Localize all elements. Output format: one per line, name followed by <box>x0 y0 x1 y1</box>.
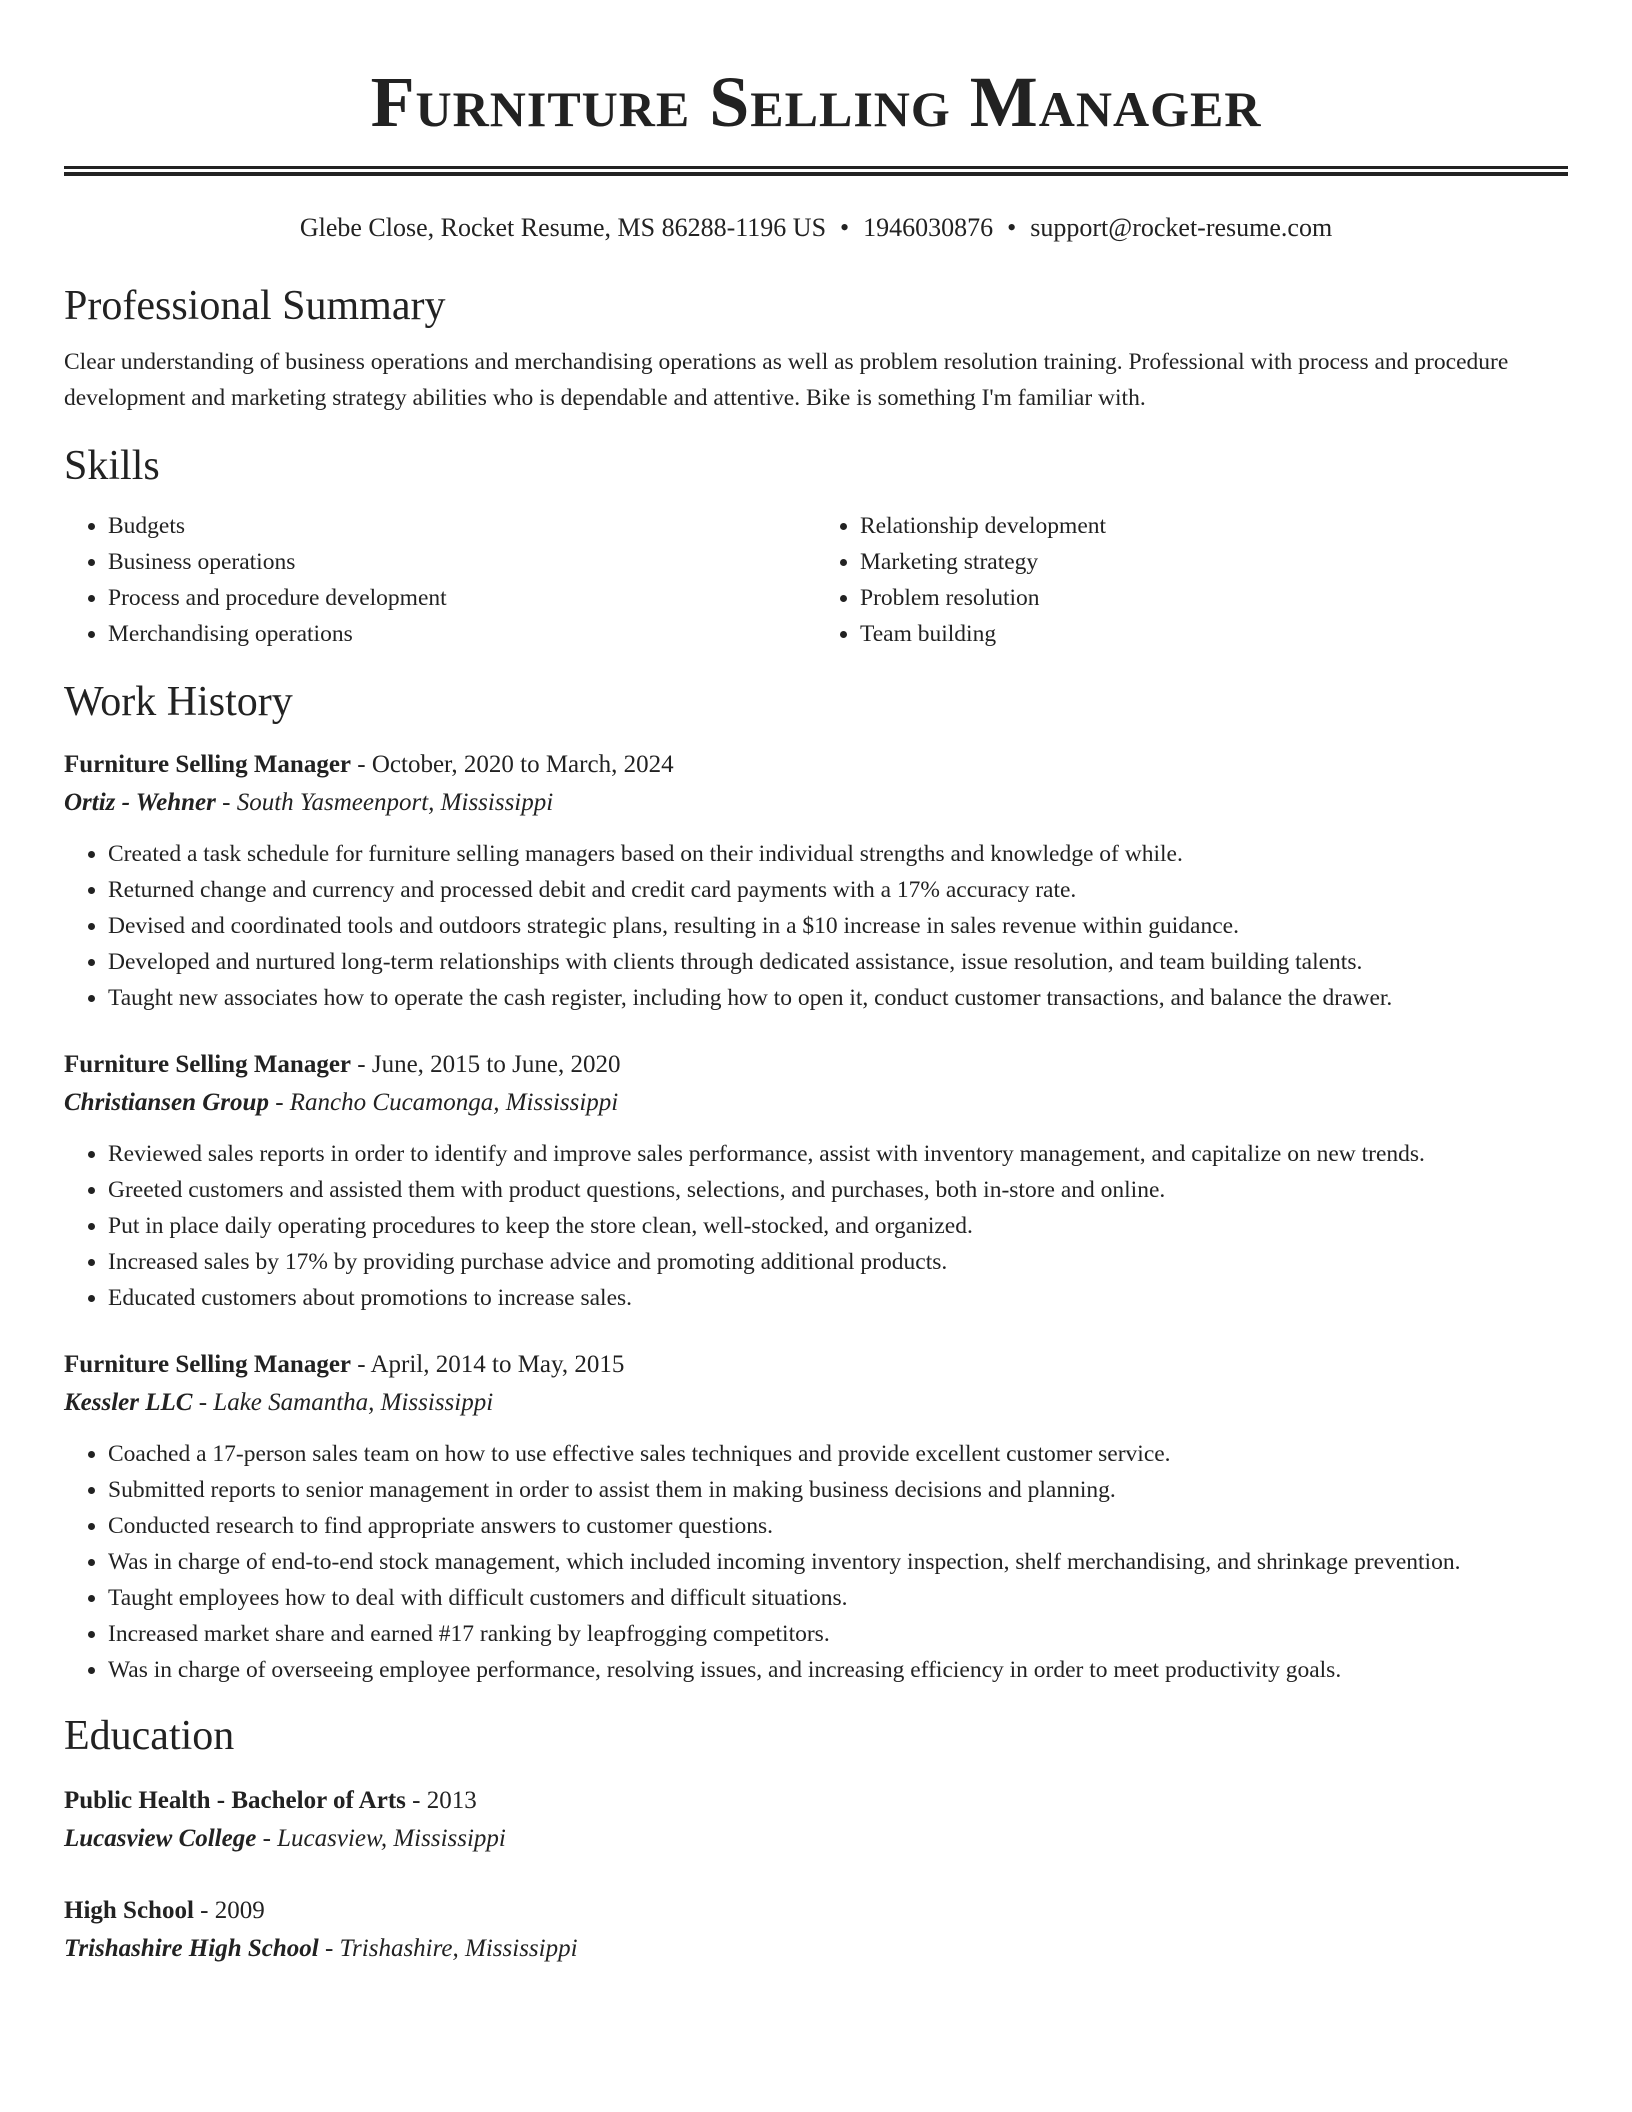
job-dates: - October, 2020 to March, 2024 <box>351 751 674 778</box>
job-role: Furniture Selling Manager <box>64 1051 352 1078</box>
contact-email: support@rocket-resume.com <box>1030 213 1333 242</box>
job-duties <box>64 836 1568 1016</box>
job-company-line <box>64 784 1568 822</box>
job-location: - South Yasmeenport, Mississippi <box>215 789 554 816</box>
contact-separator: • <box>840 213 850 242</box>
education-location: - Lucasview, Mississippi <box>256 1825 506 1852</box>
job-dates: - June, 2015 to June, 2020 <box>351 1051 621 1078</box>
resume-name: Furniture Selling Manager <box>370 62 1262 142</box>
contact-separator: • <box>1007 213 1017 242</box>
skills-list-left <box>64 508 816 652</box>
job-entry <box>64 1346 1568 1688</box>
education-section <box>64 1712 1568 1968</box>
job-company: Christiansen Group <box>64 1089 269 1116</box>
duty-item: • Put in place daily operating procedures to keep the store clean, well-stocked, and organized. <box>108 1208 1568 1244</box>
skill-item: • Merchandising operations <box>108 616 816 652</box>
education-entry <box>64 1782 1568 1858</box>
duty-item: • Submitted reports to senior management in order to assist them in making business decisions and planning. <box>108 1472 1568 1508</box>
duty-item: • Greeted customers and assisted them with product questions, selections, and purchases, both in-store and online. <box>108 1172 1568 1208</box>
education-degree-line <box>64 1892 1568 1930</box>
skill-item: • Problem resolution <box>860 580 1568 616</box>
duty-item: • Returned change and currency and processed debit and credit card payments with a 17% accuracy rate. <box>108 872 1568 908</box>
education-degree-line <box>64 1782 1568 1820</box>
job-title-line <box>64 1346 1568 1384</box>
education-year: - 2009 <box>193 1897 265 1924</box>
education-entry <box>64 1892 1568 1968</box>
job-company: Ortiz - Wehner <box>64 789 216 816</box>
job-company-line <box>64 1084 1568 1122</box>
education-school: Lucasview College <box>64 1825 257 1852</box>
job-location: - Lake Samantha, Mississippi <box>192 1389 494 1416</box>
duty-item: • Taught employees how to deal with difficult customers and difficult situations. <box>108 1580 1568 1616</box>
skills-heading: Skills <box>64 443 160 489</box>
education-degree: High School <box>64 1897 194 1924</box>
job-title-line <box>64 746 1568 784</box>
job-duties <box>64 1136 1568 1316</box>
summary-heading: Professional Summary <box>64 283 446 329</box>
duty-item: • Reviewed sales reports in order to identify and improve sales performance, assist with inventory management, and capitalize on new trends. <box>108 1136 1568 1172</box>
skill-item: • Budgets <box>108 508 816 544</box>
skill-item: • Marketing strategy <box>860 544 1568 580</box>
job-dates: - April, 2014 to May, 2015 <box>351 1351 625 1378</box>
skill-item: • Relationship development <box>860 508 1568 544</box>
work-history-heading: Work History <box>64 679 293 725</box>
duty-item: • Was in charge of overseeing employee performance, resolving issues, and increasing efficiency in order to meet productivity goals. <box>108 1652 1568 1688</box>
job-location: - Rancho Cucamonga, Mississippi <box>268 1089 619 1116</box>
header-double-rule <box>64 166 1568 176</box>
skills-section <box>64 442 1568 652</box>
job-entry <box>64 1046 1568 1316</box>
work-history-section <box>64 678 1568 1688</box>
skill-item: • Team building <box>860 616 1568 652</box>
duty-item: • Devised and coordinated tools and outdoors strategic plans, resulting in a $10 increase in sales revenue within guidance. <box>108 908 1568 944</box>
duty-item: • Taught new associates how to operate the cash register, including how to open it, conduct customer transactions, and balance the drawer. <box>108 980 1568 1016</box>
job-duties <box>64 1436 1568 1688</box>
education-degree: Public Health - Bachelor of Arts <box>64 1787 406 1814</box>
education-year: - 2013 <box>405 1787 477 1814</box>
skill-item: • Process and procedure development <box>108 580 816 616</box>
skill-item: • Business operations <box>108 544 816 580</box>
duty-item: • Conducted research to find appropriate answers to customer questions. <box>108 1508 1568 1544</box>
duty-item: • Created a task schedule for furniture selling managers based on their individual strengths and knowledge of while. <box>108 836 1568 872</box>
education-school-line <box>64 1930 1568 1968</box>
duty-item: • Coached a 17-person sales team on how to use effective sales techniques and provide excellent customer service. <box>108 1436 1568 1472</box>
job-company-line <box>64 1384 1568 1422</box>
job-role: Furniture Selling Manager <box>64 751 352 778</box>
education-heading: Education <box>64 1713 235 1759</box>
education-location: - Trishashire, Mississippi <box>318 1935 578 1962</box>
education-school-line <box>64 1820 1568 1858</box>
summary-section <box>64 282 1568 416</box>
duty-item: • Increased market share and earned #17 ranking by leapfrogging competitors. <box>108 1616 1568 1652</box>
contact-line <box>64 212 1568 244</box>
job-entry <box>64 746 1568 1016</box>
skills-columns <box>64 508 1568 652</box>
duty-item: • Increased sales by 17% by providing purchase advice and promoting additional products. <box>108 1244 1568 1280</box>
duty-item: • Developed and nurtured long-term relationships with clients through dedicated assistance, issue resolution, and team building talents. <box>108 944 1568 980</box>
summary-text: Clear understanding of business operations and merchandising operations as well as problem resolution training. Professional with process and procedure development and marketing strategy abilities who is dependable and attentive. Bike is something I'm familiar with. <box>64 349 1509 411</box>
duty-item: • Was in charge of end-to-end stock management, which included incoming inventory inspection, shelf merchandising, and shrinkage prevention. <box>108 1544 1568 1580</box>
contact-address: Glebe Close, Rocket Resume, MS 86288-1196 US <box>299 213 827 242</box>
job-role: Furniture Selling Manager <box>64 1351 352 1378</box>
contact-phone: 1946030876 <box>863 213 994 242</box>
job-company: Kessler LLC <box>64 1389 193 1416</box>
duty-item: • Educated customers about promotions to increase sales. <box>108 1280 1568 1316</box>
skills-list-right <box>816 508 1568 652</box>
job-title-line <box>64 1046 1568 1084</box>
education-school: Trishashire High School <box>64 1935 319 1962</box>
